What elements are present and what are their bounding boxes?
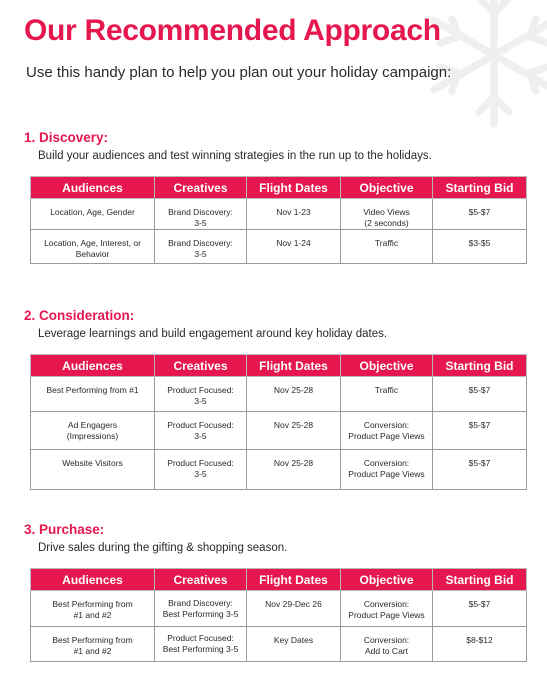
section-heading: 3. Purchase: [24, 522, 105, 537]
cell-flight-dates: Nov 25-28 [247, 377, 341, 412]
column-header-objective: Objective [341, 569, 433, 591]
cell-objective: Traffic [341, 377, 433, 412]
cell-audiences: Ad Engagers (Impressions) [31, 412, 155, 450]
cell-starting-bid: $5-$7 [433, 450, 527, 490]
column-header-starting-bid: Starting Bid [433, 569, 527, 591]
cell-creatives: Brand Discovery: 3-5 [155, 199, 247, 230]
cell-starting-bid: $5-$7 [433, 377, 527, 412]
cell-audiences: Best Performing from #1 [31, 377, 155, 412]
section-heading: 1. Discovery: [24, 130, 109, 145]
column-header-objective: Objective [341, 355, 433, 377]
table-row [31, 199, 527, 230]
cell-creatives: Brand Discovery: Best Performing 3-5 [155, 591, 247, 627]
section-heading: 2. Consideration: [24, 308, 135, 323]
column-header-starting-bid: Starting Bid [433, 177, 527, 199]
cell-objective: Video Views (2 seconds) [341, 199, 433, 230]
cell-audiences: Best Performing from #1 and #2 [31, 591, 155, 627]
section-description: Build your audiences and test winning strategies in the run up to the holidays. [38, 150, 432, 162]
cell-starting-bid: $5-$7 [433, 199, 527, 230]
plan-table [30, 354, 527, 490]
cell-creatives: Product Focused: Best Performing 3-5 [155, 627, 247, 662]
column-header-starting-bid: Starting Bid [433, 355, 527, 377]
cell-flight-dates: Nov 29-Dec 26 [247, 591, 341, 627]
table-row [31, 230, 527, 264]
cell-audiences: Location, Age, Interest, or Behavior [31, 230, 155, 264]
cell-starting-bid: $5-$7 [433, 412, 527, 450]
cell-starting-bid: $8-$12 [433, 627, 527, 662]
page-title: Our Recommended Approach [24, 14, 441, 47]
plan-table [30, 176, 527, 264]
cell-flight-dates: Nov 25-28 [247, 450, 341, 490]
plan-table [30, 568, 527, 662]
cell-flight-dates: Nov 1-24 [247, 230, 341, 264]
column-header-creatives: Creatives [155, 569, 247, 591]
cell-creatives: Product Focused: 3-5 [155, 450, 247, 490]
column-header-audiences: Audiences [31, 355, 155, 377]
column-header-creatives: Creatives [155, 355, 247, 377]
section-description: Drive sales during the gifting & shopping season. [38, 542, 288, 554]
cell-objective: Conversion: Product Page Views [341, 412, 433, 450]
table-row [31, 377, 527, 412]
table-header-row [31, 177, 527, 199]
table-row [31, 591, 527, 627]
column-header-audiences: Audiences [31, 569, 155, 591]
column-header-creatives: Creatives [155, 177, 247, 199]
table-row [31, 412, 527, 450]
cell-creatives: Product Focused: 3-5 [155, 377, 247, 412]
cell-flight-dates: Nov 25-28 [247, 412, 341, 450]
table-row [31, 627, 527, 662]
cell-creatives: Product Focused: 3-5 [155, 412, 247, 450]
column-header-flight-dates: Flight Dates [247, 569, 341, 591]
cell-audiences: Location, Age, Gender [31, 199, 155, 230]
table-header-row [31, 355, 527, 377]
column-header-objective: Objective [341, 177, 433, 199]
table-row [31, 450, 527, 490]
column-header-audiences: Audiences [31, 177, 155, 199]
cell-objective: Conversion: Add to Cart [341, 627, 433, 662]
cell-flight-dates: Nov 1-23 [247, 199, 341, 230]
cell-objective: Traffic [341, 230, 433, 264]
cell-audiences: Best Performing from #1 and #2 [31, 627, 155, 662]
table-header-row [31, 569, 527, 591]
cell-creatives: Brand Discovery: 3-5 [155, 230, 247, 264]
cell-starting-bid: $5-$7 [433, 591, 527, 627]
section-description: Leverage learnings and build engagement around key holiday dates. [38, 328, 388, 340]
column-header-flight-dates: Flight Dates [247, 355, 341, 377]
cell-starting-bid: $3-$5 [433, 230, 527, 264]
cell-objective: Conversion: Product Page Views [341, 591, 433, 627]
cell-flight-dates: Key Dates [247, 627, 341, 662]
cell-audiences: Website Visitors [31, 450, 155, 490]
cell-objective: Conversion: Product Page Views [341, 450, 433, 490]
page-subtitle: Use this handy plan to help you plan out your holiday campaign: [26, 64, 452, 81]
column-header-flight-dates: Flight Dates [247, 177, 341, 199]
